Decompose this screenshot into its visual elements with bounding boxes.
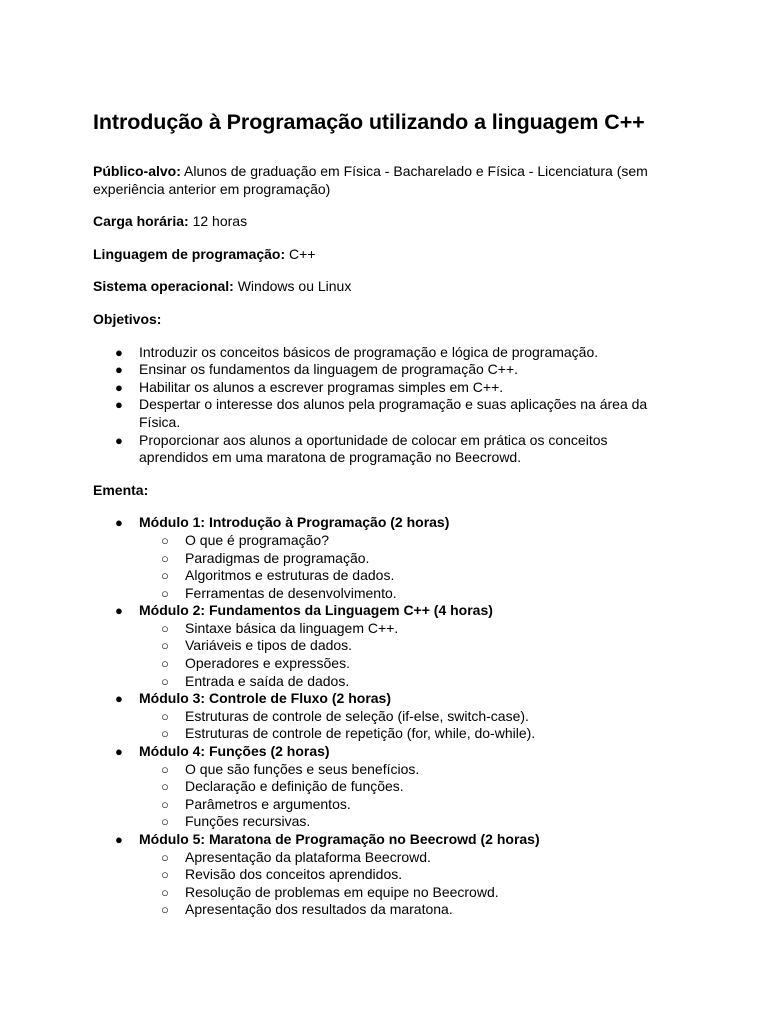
objective-text: Introduzir os conceitos básicos de programação e lógica de programação. bbox=[139, 343, 599, 360]
topic-text: Declaração e definição de funções. bbox=[185, 778, 404, 795]
module-topics bbox=[139, 532, 672, 602]
topic-text: Variáveis e tipos de dados. bbox=[185, 637, 353, 654]
circle-bullet-icon: ○ bbox=[161, 761, 169, 777]
topic-item bbox=[139, 778, 672, 796]
topic-item bbox=[139, 620, 672, 638]
topic-text: Funções recursivas. bbox=[185, 813, 311, 830]
field-sistema-operacional bbox=[93, 278, 672, 296]
topic-item bbox=[139, 655, 672, 673]
module-item bbox=[93, 690, 672, 743]
topic-text: Ferramentas de desenvolvimento. bbox=[185, 584, 397, 601]
topic-item bbox=[139, 673, 672, 691]
topic-item bbox=[139, 585, 672, 603]
list-item bbox=[93, 361, 672, 379]
topic-item bbox=[139, 550, 672, 568]
circle-bullet-icon: ○ bbox=[161, 867, 169, 883]
topic-item bbox=[139, 901, 672, 919]
module-item bbox=[93, 514, 672, 602]
list-item bbox=[93, 344, 672, 362]
module-title: Módulo 4: Funções (2 horas) bbox=[139, 743, 330, 760]
field-carga-horaria bbox=[93, 213, 672, 231]
field-value: Alunos de graduação em Física - Bacharelado e Física - Licenciatura (sem experiência anterior em programação) bbox=[93, 163, 648, 197]
ementa-list bbox=[93, 514, 672, 919]
topic-item bbox=[139, 725, 672, 743]
topic-text: Algoritmos e estruturas de dados. bbox=[185, 567, 395, 584]
circle-bullet-icon: ○ bbox=[161, 814, 169, 830]
circle-bullet-icon: ○ bbox=[161, 585, 169, 601]
bullet-icon: ● bbox=[115, 603, 123, 619]
module-item bbox=[93, 743, 672, 831]
module-item bbox=[93, 831, 672, 919]
module-item bbox=[93, 602, 672, 690]
objectives-heading: Objetivos: bbox=[93, 310, 162, 327]
document-title: Introdução à Programação utilizando a linguagem C++ bbox=[93, 110, 645, 134]
module-title: Módulo 1: Introdução à Programação (2 horas) bbox=[139, 514, 450, 531]
module-topics bbox=[139, 761, 672, 831]
ementa-heading: Ementa: bbox=[93, 481, 149, 498]
objective-text: Proporcionar aos alunos a oportunidade de colocar em prática os conceitos aprendidos em uma maratona de programação no Beecrowd. bbox=[139, 431, 608, 466]
bullet-icon: ● bbox=[115, 397, 123, 413]
bullet-icon: ● bbox=[115, 744, 123, 760]
module-title: Módulo 3: Controle de Fluxo (2 horas) bbox=[139, 690, 391, 707]
circle-bullet-icon: ○ bbox=[161, 568, 169, 584]
field-label: Sistema operacional: bbox=[93, 278, 234, 295]
topic-item bbox=[139, 796, 672, 814]
topic-item bbox=[139, 532, 672, 550]
field-publico-alvo bbox=[93, 163, 672, 198]
circle-bullet-icon: ○ bbox=[161, 884, 169, 900]
field-value: Windows ou Linux bbox=[237, 278, 352, 295]
topic-text: Sintaxe básica da linguagem C++. bbox=[185, 619, 399, 636]
objective-text: Habilitar os alunos a escrever programas simples em C++. bbox=[139, 378, 504, 395]
topic-text: Parâmetros e argumentos. bbox=[185, 795, 351, 812]
topic-text: Revisão dos conceitos aprendidos. bbox=[185, 866, 403, 883]
topic-text: Operadores e expressões. bbox=[185, 655, 350, 672]
circle-bullet-icon: ○ bbox=[161, 673, 169, 689]
bullet-icon: ● bbox=[115, 344, 123, 360]
objective-text: Ensinar os fundamentos da linguagem de programação C++. bbox=[139, 361, 519, 378]
module-title: Módulo 5: Maratona de Programação no Beecrowd (2 horas) bbox=[139, 831, 540, 847]
topic-item bbox=[139, 708, 672, 726]
field-label: Linguagem de programação: bbox=[93, 245, 286, 262]
topic-item bbox=[139, 761, 672, 779]
list-item bbox=[93, 396, 672, 431]
circle-bullet-icon: ○ bbox=[161, 656, 169, 672]
circle-bullet-icon: ○ bbox=[161, 638, 169, 654]
field-label: Público-alvo: bbox=[93, 163, 181, 179]
circle-bullet-icon: ○ bbox=[161, 849, 169, 865]
circle-bullet-icon: ○ bbox=[161, 550, 169, 566]
topic-item bbox=[139, 637, 672, 655]
list-item bbox=[93, 432, 672, 467]
circle-bullet-icon: ○ bbox=[161, 708, 169, 724]
objective-text: Despertar o interesse dos alunos pela programação e suas aplicações na área da Física. bbox=[139, 396, 648, 430]
circle-bullet-icon: ○ bbox=[161, 532, 169, 548]
topic-text: Estruturas de controle de seleção (if-else, switch-case). bbox=[185, 707, 529, 724]
bullet-icon: ● bbox=[115, 362, 123, 378]
circle-bullet-icon: ○ bbox=[161, 726, 169, 742]
topic-item bbox=[139, 813, 672, 831]
module-topics bbox=[139, 849, 672, 919]
list-item bbox=[93, 379, 672, 397]
topic-item bbox=[139, 884, 672, 902]
topic-text: Apresentação dos resultados da maratona. bbox=[185, 901, 453, 918]
module-topics bbox=[139, 620, 672, 690]
topic-text: Resolução de problemas em equipe no Beecrowd. bbox=[185, 883, 499, 900]
circle-bullet-icon: ○ bbox=[161, 779, 169, 795]
module-topics bbox=[139, 708, 672, 743]
field-label: Carga horária: bbox=[93, 213, 189, 230]
bullet-icon: ● bbox=[115, 691, 123, 707]
objectives-list bbox=[93, 344, 672, 467]
topic-text: Apresentação da plataforma Beecrowd. bbox=[185, 848, 431, 865]
topic-text: O que são funções e seus benefícios. bbox=[185, 760, 420, 777]
field-value: C++ bbox=[289, 245, 316, 262]
topic-item bbox=[139, 567, 672, 585]
field-linguagem bbox=[93, 246, 672, 264]
bullet-icon: ● bbox=[115, 432, 123, 448]
bullet-icon: ● bbox=[115, 832, 123, 847]
field-value: 12 horas bbox=[192, 213, 248, 230]
circle-bullet-icon: ○ bbox=[161, 902, 169, 918]
topic-item bbox=[139, 866, 672, 884]
module-title: Módulo 2: Fundamentos da Linguagem C++ (4 horas) bbox=[139, 602, 493, 619]
topic-text: O que é programação? bbox=[185, 531, 329, 548]
topic-text: Entrada e saída de dados. bbox=[185, 672, 350, 689]
topic-text: Estruturas de controle de repetição (for, while, do-while). bbox=[185, 725, 536, 742]
bullet-icon: ● bbox=[115, 515, 123, 531]
circle-bullet-icon: ○ bbox=[161, 620, 169, 636]
topic-text: Paradigmas de programação. bbox=[185, 549, 370, 566]
topic-item bbox=[139, 849, 672, 867]
bullet-icon: ● bbox=[115, 379, 123, 395]
circle-bullet-icon: ○ bbox=[161, 796, 169, 812]
